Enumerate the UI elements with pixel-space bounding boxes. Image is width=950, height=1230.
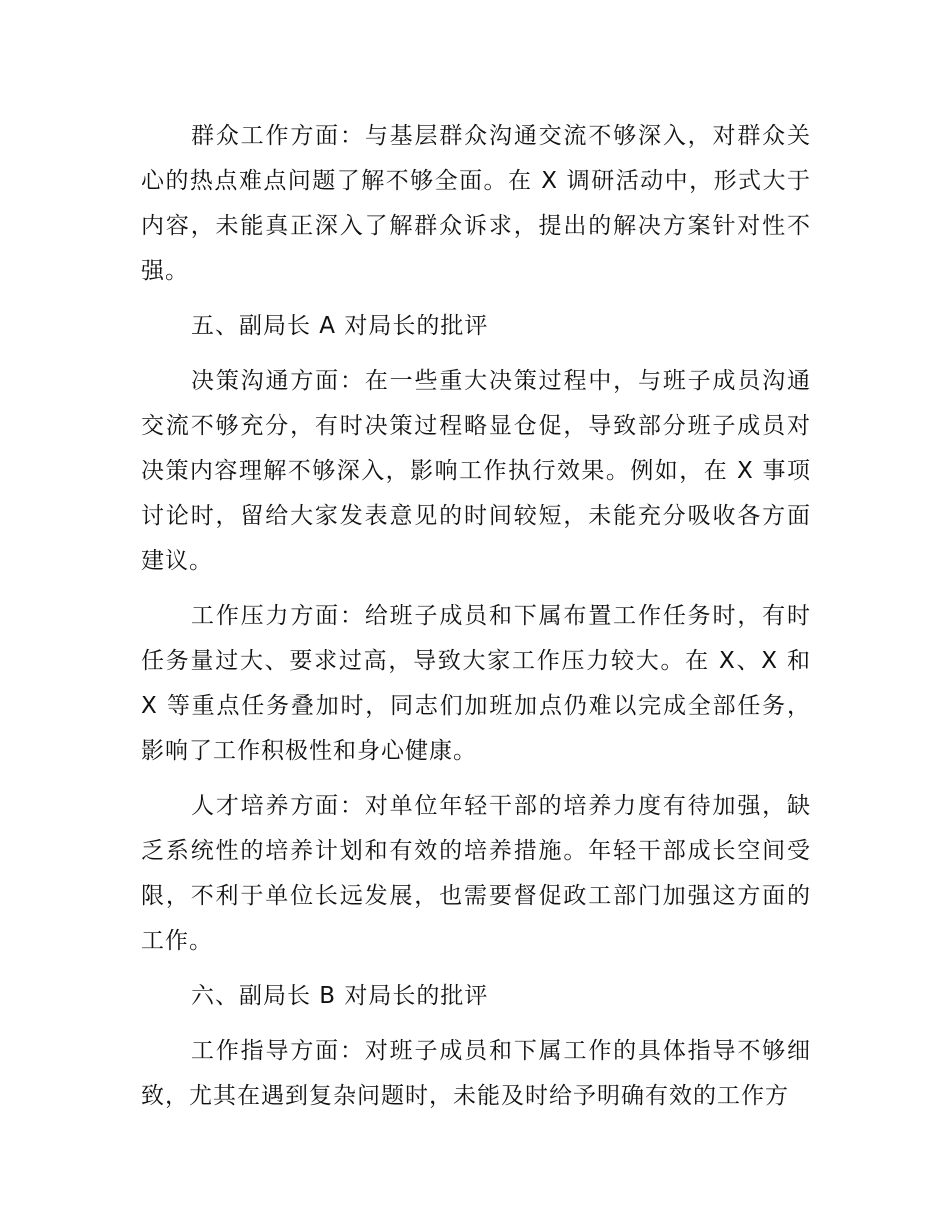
section-heading-5: 五、副局长 A 对局长的批评 <box>191 313 489 339</box>
paragraph-work-guidance: 工作指导方面：对班子成员和下属工作的具体指导不够细致，尤其在遇到复杂问题时，未能及时给予明确有效的工作方 <box>141 1038 811 1109</box>
document-body <box>141 114 811 1129</box>
paragraph-mass-work: 群众工作方面：与基层群众沟通交流不够深入，对群众关心的热点难点问题了解不够全面。在 X 调研活动中，形式大于内容，未能真正深入了解群众诉求，提出的解决方案针对性不强。 <box>141 123 811 284</box>
section-heading-6: 六、副局长 B 对局长的批评 <box>191 983 489 1009</box>
paragraph-work-pressure: 工作压力方面：给班子成员和下属布置工作任务时，有时任务量过大、要求过高，导致大家工作压力较大。在 X、X 和 X 等重点任务叠加时，同志们加班加点仍难以完成全部任务，影响了工作积极性和身心健康。 <box>141 603 811 764</box>
paragraph-decision-communication: 决策沟通方面：在一些重大决策过程中，与班子成员沟通交流不够充分，有时决策过程略显仓促，导致部分班子成员对决策内容理解不够深入，影响工作执行效果。例如，在 X 事项讨论时，留给大家发表意见的时间较短，未能充分吸收各方面建议。 <box>141 368 811 574</box>
paragraph-talent-development: 人才培养方面：对单位年轻干部的培养力度有待加强，缺乏系统性的培养计划和有效的培养措施。年轻干部成长空间受限，不利于单位长远发展，也需要督促政工部门加强这方面的工作。 <box>141 793 811 954</box>
